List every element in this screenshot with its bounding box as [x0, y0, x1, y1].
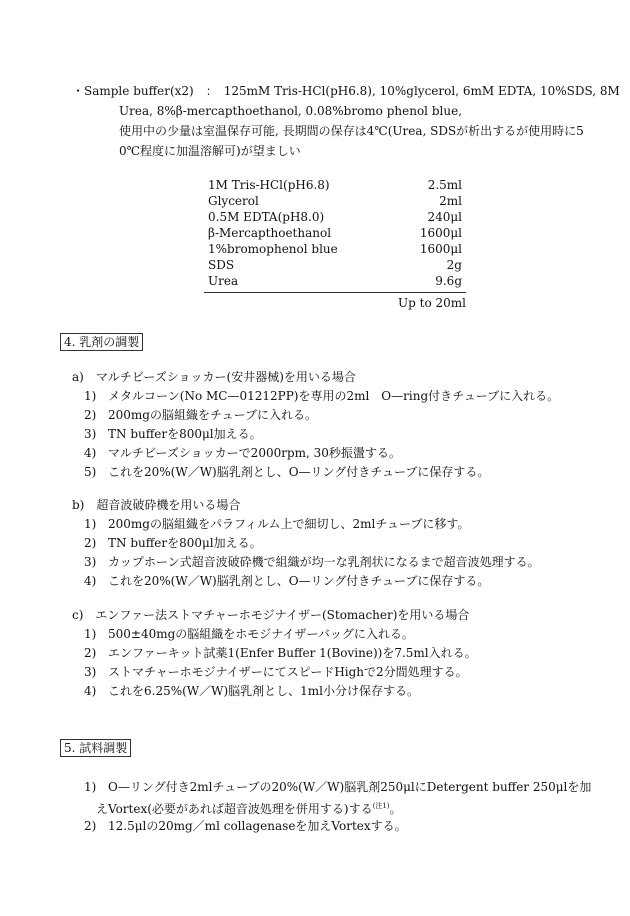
reagent: 0.5M EDTA(pH8.0) — [208, 210, 325, 224]
step-item: 2) エンファーキット試薬1(Enfer Buffer 1(Bovine))を7.5ml入れる。 — [84, 646, 477, 660]
table-row — [204, 193, 466, 209]
step-item: 1) O—リング付き2mlチューブの20%(W／W)脳乳剤250μlにDetergent buffer 250μlを加 — [84, 780, 592, 794]
table-row — [204, 273, 466, 289]
subsection-heading-b: b) 超音波破砕機を用いる場合 — [72, 498, 241, 512]
section-5-title: 5. 試料調製 — [60, 739, 131, 757]
step-item: 4) これを20%(W／W)脳乳剤とし、O—リング付きチューブに保存する。 — [84, 574, 490, 588]
subsection-heading-a: a) マルチビーズショッカー(安井器械)を用いる場合 — [72, 370, 356, 384]
reagent: SDS — [208, 258, 235, 272]
reagent: Glycerol — [208, 194, 259, 208]
reagent: 1M Tris-HCl(pH6.8) — [208, 178, 330, 192]
step-item: 1) メタルコーン(No MC—01212PP)を専用の2ml O—ring付きチューブに入れる。 — [84, 389, 560, 403]
footnote-ref: (注1) — [372, 802, 390, 810]
amount: 240μl — [427, 210, 462, 224]
table-row — [204, 177, 466, 193]
step-item: 2) 12.5μlの20mg／ml collagenaseを加えVortexする。 — [84, 819, 407, 833]
table-row — [204, 257, 466, 273]
sample-buffer-line: ・Sample buffer(x2) ： 125mM Tris-HCl(pH6.8), 10%glycerol, 6mM EDTA, 10%SDS, 8M — [72, 84, 620, 98]
amount: 1600μl — [419, 226, 462, 240]
table-row — [204, 241, 466, 257]
step-item: 1) 500±40mgの脳組織をホモジナイザーバッグに入れる。 — [84, 627, 414, 641]
reagent: 1%bromophenol blue — [208, 242, 338, 256]
reagent: Urea — [208, 274, 239, 288]
table-rule — [204, 292, 466, 293]
step-item: 4) これを6.25%(W／W)脳乳剤とし、1ml小分け保存する。 — [84, 684, 420, 698]
section-4-title: 4. 乳剤の調製 — [60, 333, 143, 351]
sample-buffer-line: 使用中の少量は室温保存可能, 長期間の保存は4℃(Urea, SDSが析出するが使用時に5 — [119, 124, 584, 138]
step-item: 4) マルチビーズショッカーで2000rpm, 30秒振盪する。 — [84, 446, 401, 460]
amount: 9.6g — [435, 274, 462, 288]
table-row — [204, 209, 466, 225]
step-item: 3) カップホーン式超音波破砕機で組織が均一な乳剤状になるまで超音波処理する。 — [84, 555, 540, 569]
amount: 1600μl — [419, 242, 462, 256]
reagent: β-Mercapthoethanol — [208, 226, 332, 240]
step-item-continued: えVortex(必要があれば超音波処理を併用する)する$^{(注1)}$。 — [96, 802, 402, 816]
sample-buffer-line: Urea, 8%β-mercapthoethanol, 0.08%bromo phenol blue, — [119, 104, 463, 118]
step-item: 2) TN bufferを800μl加える。 — [84, 536, 262, 550]
table-total: Up to 20ml — [398, 296, 466, 310]
recipe-table — [204, 177, 466, 311]
step-item: 5) これを20%(W／W)脳乳剤とし、O—リング付きチューブに保存する。 — [84, 465, 490, 479]
amount: 2ml — [439, 194, 462, 208]
amount: 2g — [446, 258, 462, 272]
amount: 2.5ml — [427, 178, 462, 192]
step-item: 2) 200mgの脳組織をチューブに入れる。 — [84, 408, 318, 422]
step-item: 3) ストマチャーホモジナイザーにてスピードHighで2分間処理する。 — [84, 665, 468, 679]
step-item: 3) TN bufferを800μl加える。 — [84, 427, 262, 441]
subsection-heading-c: c) エンファー法ストマチャーホモジナイザー(Stomacher)を用いる場合 — [72, 608, 470, 622]
table-row — [204, 225, 466, 241]
step-item: 1) 200mgの脳組織をパラフィルム上で細切し、2mlチューブに移す。 — [84, 517, 470, 531]
sample-buffer-line: 0℃程度に加温溶解可)が望ましい — [119, 144, 301, 158]
